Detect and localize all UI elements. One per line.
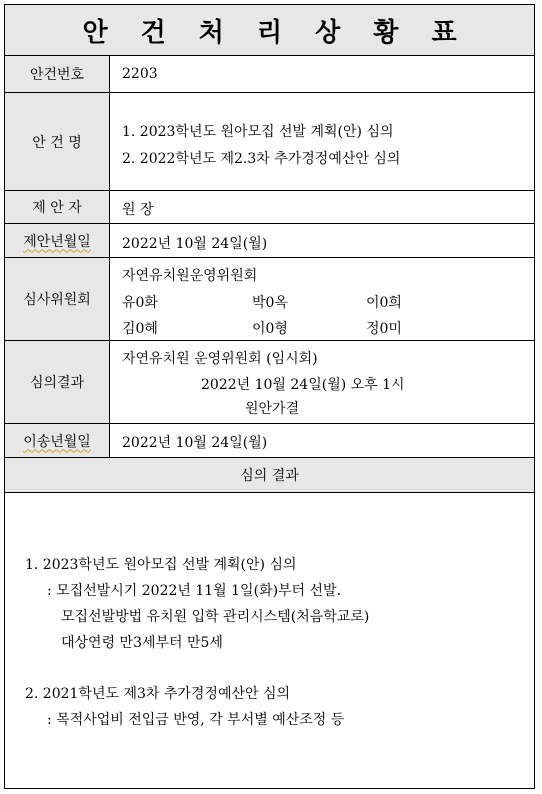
label-review-result: 심의결과: [5, 341, 110, 423]
document-title: 안 건 처 리 상 황 표: [5, 5, 534, 56]
committee-details: [122, 258, 526, 340]
label-committee: 심사위원회: [5, 258, 110, 340]
value-transfer-date: 2022년 10월 24일(월): [122, 435, 268, 451]
agenda-name-list: [122, 93, 526, 190]
label-agenda-number: 안건번호: [5, 56, 110, 92]
review-item-2-line-1: : 목적사업비 전입금 반영, 각 부서별 예산조정 등: [47, 712, 345, 728]
agenda-status-table: [4, 4, 535, 789]
committee-name: 자연유치원운영위원회: [122, 268, 258, 284]
row-transfer-date: [5, 424, 534, 457]
review-decision: 원안가결: [245, 401, 300, 417]
row-proposer: [5, 191, 534, 224]
value-proposer: 원 장: [122, 202, 154, 218]
review-item-2-title: 2. 2021학년도 제3차 추가경정예산안 심의: [25, 686, 291, 702]
review-item-1-line-3: 대상연령 만3세부터 만5세: [61, 635, 223, 651]
review-section-heading: 심의 결과: [5, 457, 534, 493]
value-proposal-date: 2022년 10월 24일(월): [122, 236, 268, 252]
row-review-result: [5, 341, 534, 424]
member-1: 유0화: [122, 295, 158, 311]
member-4: 김0혜: [122, 321, 158, 337]
row-committee: [5, 258, 534, 341]
member-5: 이0형: [252, 321, 288, 337]
label-agenda-name: 안 건 명: [5, 93, 110, 190]
label-proposer: 제 안 자: [5, 191, 110, 223]
value-agenda-number: 2203: [122, 66, 158, 82]
review-result-details: [122, 341, 526, 423]
row-proposal-date: [5, 224, 534, 258]
label-transfer-date-text: 이송년월일: [23, 433, 91, 450]
member-3: 이0희: [366, 295, 402, 311]
review-datetime: 2022년 10월 24일(월) 오후 1시: [201, 377, 405, 393]
row-agenda-name: [5, 93, 534, 191]
review-item-1-title: 1. 2023학년도 원아모집 선발 계획(안) 심의: [25, 557, 297, 573]
review-item-1-line-2: 모집선발방법 유치원 입학 관리시스템(처음학교로): [61, 609, 370, 625]
label-transfer-date: [5, 424, 110, 457]
member-6: 정0미: [366, 321, 402, 337]
member-2: 박0옥: [252, 295, 288, 311]
label-proposal-date: [5, 224, 110, 257]
review-meeting: 자연유치원 운영위원회 (임시회): [122, 351, 318, 367]
review-item-1-line-1: : 모집선발시기 2022년 11월 1일(화)부터 선발.: [47, 583, 342, 599]
agenda-item-1: 1. 2023학년도 원아모집 선발 계획(안) 심의: [122, 124, 394, 140]
row-agenda-number: [5, 56, 534, 93]
agenda-item-2: 2. 2022학년도 제2.3차 추가경정예산안 심의: [122, 151, 401, 167]
label-proposal-date-text: 제안년월일: [23, 233, 91, 250]
